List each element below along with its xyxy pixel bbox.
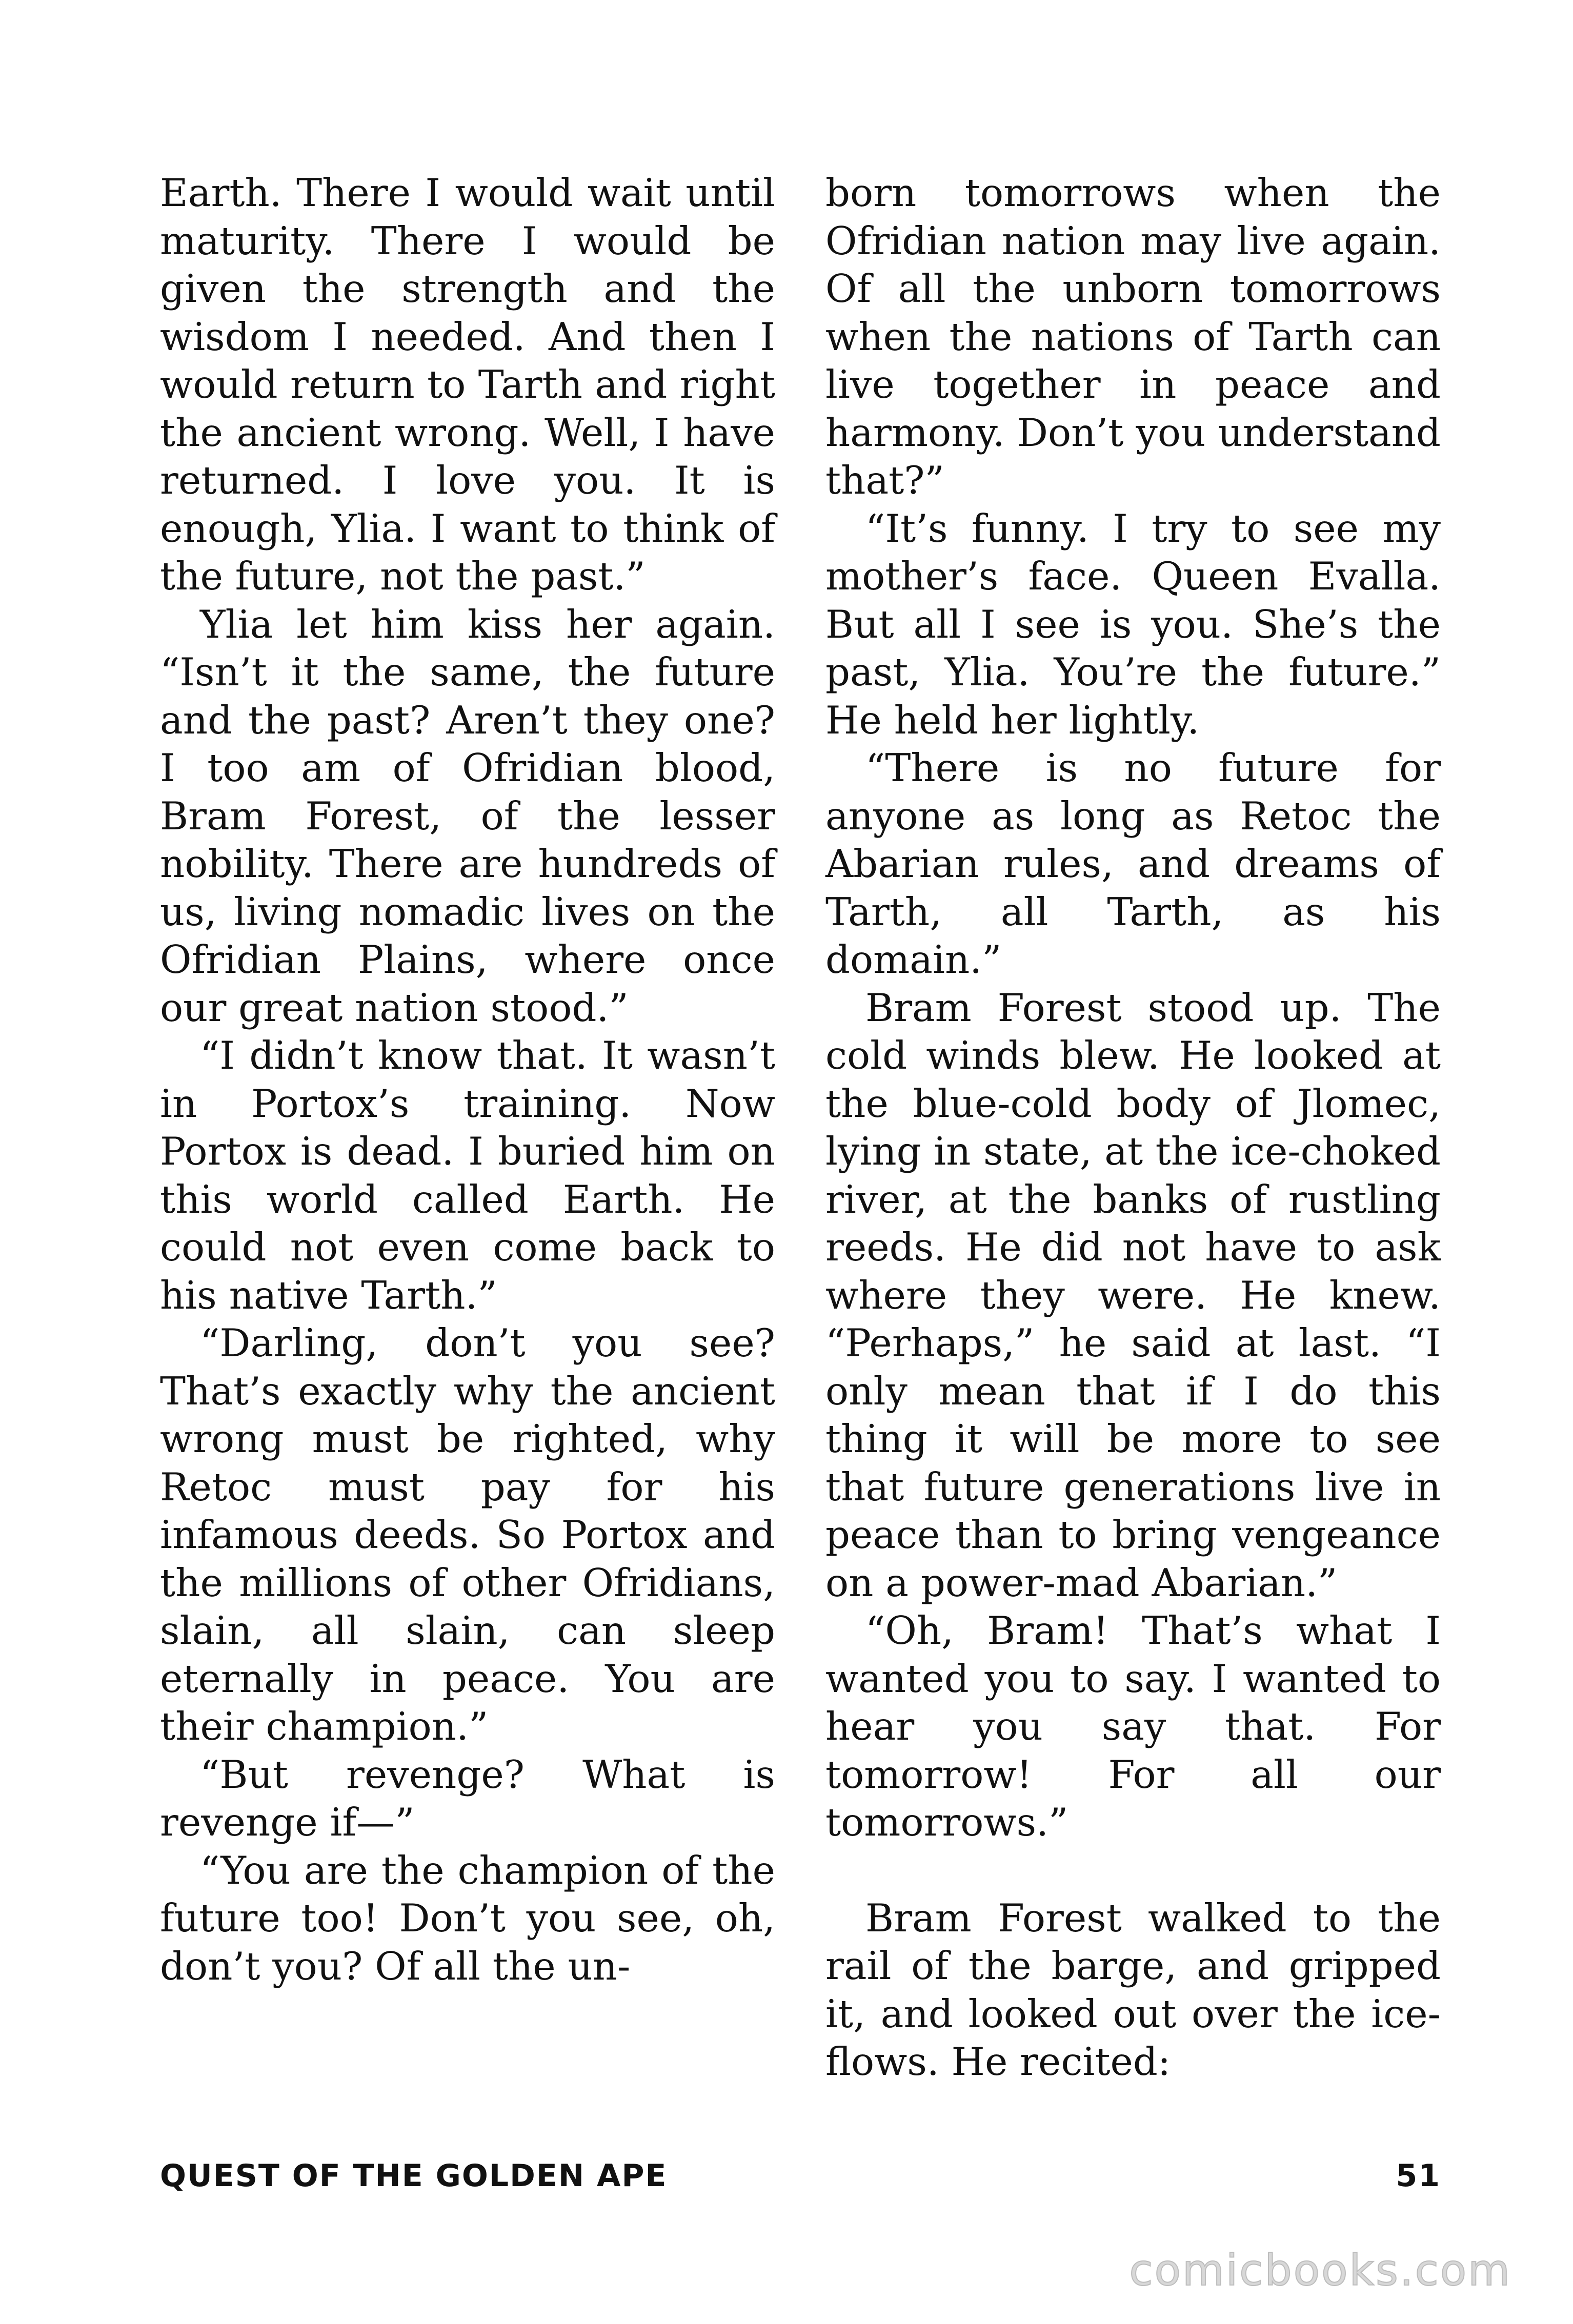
paragraph: Earth. There I would wait until maturity. There I would be given the strength and the wisdom I needed. And then I would return to Tarth and right the ancient wrong. Well, I have returned. I love you. It is enough, Ylia. I want to think of the future, not the past.” bbox=[160, 170, 775, 599]
page-number: 51 bbox=[1396, 2158, 1441, 2194]
paragraph: “Darling, don’t you see? That’s exactly why the ancient wrong must be righted, why Retoc must pay for his infamous deeds. So Portox and the millions of other Ofridians, slain, all slain, can sleep eternally in peace. You are their champion.” bbox=[160, 1320, 775, 1749]
paragraph: Bram Forest walked to the rail of the barge, and gripped it, and looked out over the ice-flows. He recited: bbox=[825, 1895, 1441, 2084]
paragraph: “But revenge? What is revenge if—” bbox=[160, 1751, 775, 1845]
paragraph: “You are the champion of the future too! Don’t you see, oh, don’t you? Of all the un- bbox=[160, 1847, 775, 1989]
paragraph: Ylia let him kiss her again. “Isn’t it the same, the future and the past? Aren’t they one? I too am of Ofridian blood, Bram Forest, of the lesser nobility. There are hundreds of us, living nomadic lives on the Ofridian Plains, where once our great nation stood.” bbox=[160, 601, 775, 1030]
paragraph: “Oh, Bram! That’s what I wanted you to say. I wanted to hear you say that. For tomorrow! For all our tomorrows.” bbox=[825, 1608, 1441, 1845]
right-text-column bbox=[825, 169, 1441, 2086]
paragraph: “There is no future for anyone as long as Retoc the Abarian rules, and dreams of Tarth, all Tarth, as his domain.” bbox=[825, 745, 1441, 982]
paragraph: “I didn’t know that. It wasn’t in Portox’s training. Now Portox is dead. I buried him on this world called Earth. He could not even come back to his native Tarth.” bbox=[160, 1033, 775, 1318]
book-title: QUEST OF THE GOLDEN APE bbox=[160, 2158, 668, 2194]
watermark: comicbooks.com bbox=[1129, 2245, 1511, 2295]
paragraph: born tomorrows when the Ofridian nation may live again. Of all the unborn tomorrows when the nations of Tarth can live together in peace and harmony. Don’t you understand that?” bbox=[825, 170, 1441, 503]
left-text-column bbox=[160, 169, 775, 1990]
paragraph: “It’s funny. I try to see my mother’s face. Queen Evalla. But all I see is you. She’s the past, Ylia. You’re the future.” He held her lightly. bbox=[825, 505, 1441, 743]
paragraph: Bram Forest stood up. The cold winds blew. He looked at the blue-cold body of Jlomec, lying in state, at the ice-choked river, at the banks of rustling reeds. He did not have to ask where they were. He knew. “Perhaps,” he said at last. “I only mean that if I do this thing it will be more to see that future generations live in peace than to bring vengeance on a power-mad Abarian.” bbox=[825, 985, 1441, 1605]
